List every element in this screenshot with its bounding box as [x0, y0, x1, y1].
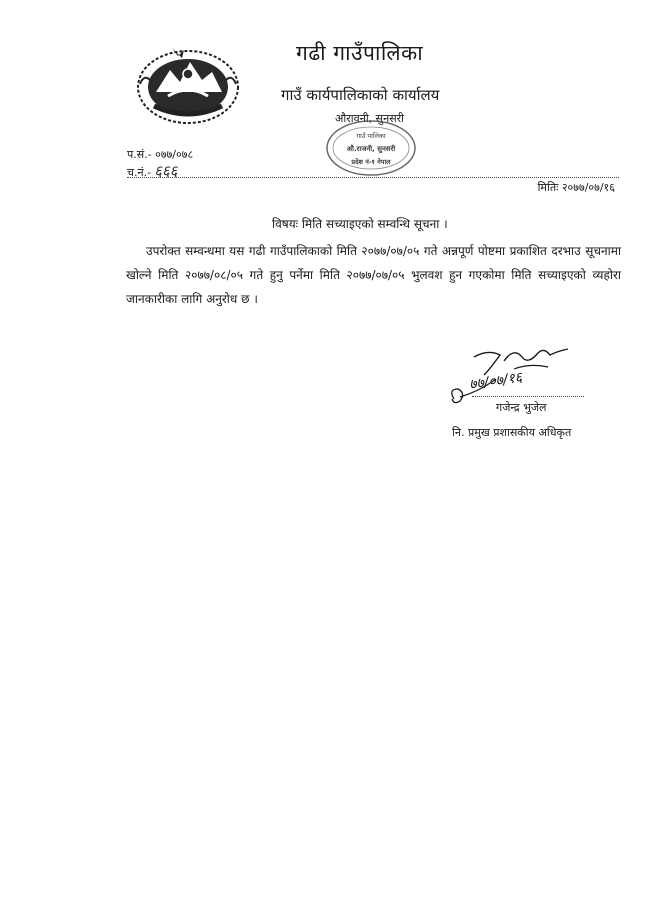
letter-date: मितिः २०७७/०७/१६	[537, 181, 615, 194]
government-emblem-icon	[134, 44, 242, 126]
signature-date: ७७/०७/१६	[468, 369, 524, 393]
office-stamp	[323, 118, 419, 178]
signer-title: नि. प्रमुख प्रशासकीय अधिकृत	[452, 426, 572, 439]
letter-subject: विषयः मिति सच्याइएको सम्वन्धि सूचना ।	[272, 217, 448, 231]
office-address: औरावनी, सुनसरी	[335, 112, 404, 125]
stamp-line: प्रदेश नं-१ नेपाल	[351, 158, 391, 166]
stamp-line: औ.राजनी, सुनसरी	[346, 145, 396, 153]
dispatch-label: च.नं.-	[127, 166, 152, 179]
header-divider	[127, 177, 619, 178]
office-subtitle: गाउँ कार्यपालिकाको कार्यालय	[281, 86, 440, 104]
letter-body: उपरोक्त सम्वन्धमा यस गढी गाउँपालिकाको मिति २०७७/०७/०५ गते अन्नपूर्ण पोष्टमा प्रकाशित दरभाउ सूचनामा खोल्ने मिति २०७७/०८/०५ गते हुनु पर्नेमा मिति २०७७/०७/०५ भुलवश हुन गएकोमा मिति सच्याइएको व्यहोरा जानकारीका लागि अनुरोध छ ।	[126, 244, 621, 306]
signature-line	[472, 396, 584, 397]
signer-name: गजेन्द्र भुजेल	[496, 401, 547, 414]
dispatch-number: ६६६	[154, 162, 178, 180]
stamp-line: गाउँ पालिका	[356, 132, 386, 140]
dispatch-number-row	[127, 161, 177, 181]
office-name: गढी गाउँपालिका	[296, 41, 424, 65]
reference-number: प.सं.- ०७७/०७८	[127, 148, 194, 161]
